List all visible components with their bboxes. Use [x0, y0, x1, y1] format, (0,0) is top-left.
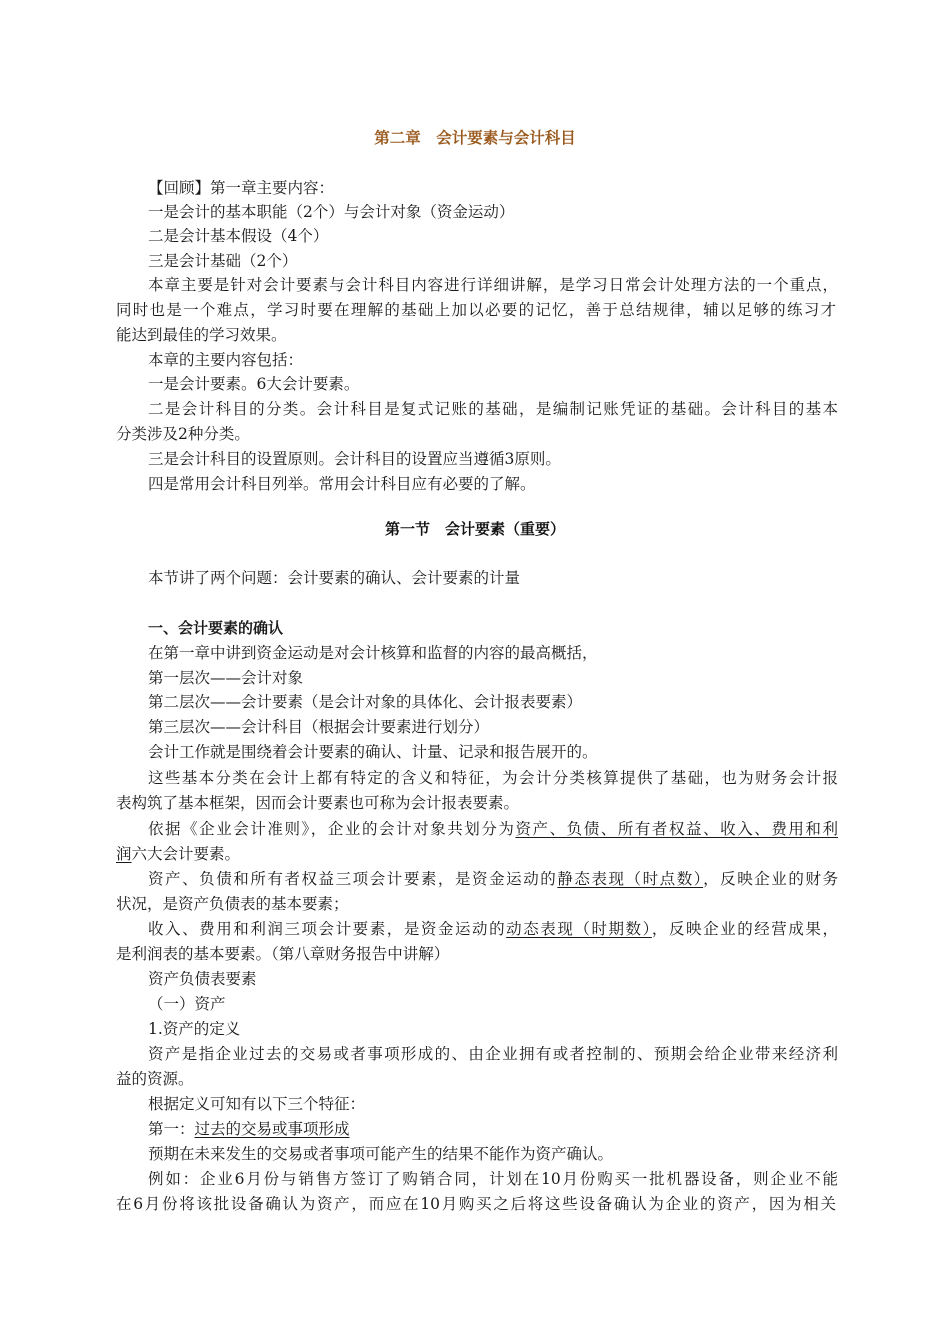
paragraph-line: 资产是指企业过去的交易或者事项形成的、由企业拥有或者控制的、预期会给企业带来经济利	[148, 1045, 838, 1063]
paragraph-line	[148, 917, 838, 941]
paragraph-line: 状况，是资产负债表的基本要素；	[116, 895, 349, 913]
paragraph-line: 二是会计科目的分类。会计科目是复式记账的基础，是编制记账凭证的基础。会计科目的基本	[148, 400, 838, 418]
paragraph-line: 一是会计要素。6大会计要素。	[148, 375, 360, 393]
paragraph-line: 会计工作就是围绕着会计要素的确认、计量、记录和报告展开的。	[148, 743, 598, 761]
paragraph-line: 在6月份将该批设备确认为资产，而应在10月购买之后将这些设备确认为企业的资产，因为相关	[116, 1195, 836, 1213]
paragraph-line: 例如：企业6月份与销售方签订了购销合同，计划在10月份购买一批机器设备，则企业不能	[148, 1170, 838, 1188]
underlined-text: 润	[116, 845, 132, 863]
text-run: 六大会计要素。	[131, 845, 241, 863]
underlined-text: 静态表现（时点数）	[557, 870, 704, 888]
sub-heading: 一、会计要素的确认	[148, 619, 284, 637]
paragraph-line: 资产负债表要素	[148, 970, 257, 988]
paragraph-line: 根据定义可知有以下三个特征：	[148, 1095, 366, 1113]
review-heading: 【回顾】第一章主要内容：	[148, 179, 335, 197]
paragraph-line: 这些基本分类在会计上都有特定的含义和特征，为会计分类核算提供了基础，也为财务会计报	[148, 769, 838, 787]
paragraph-line: 能达到最佳的学习效果。	[116, 326, 287, 344]
paragraph-line: 在第一章中讲到资金运动是对会计核算和监督的内容的最高概括，	[148, 644, 598, 662]
paragraph-line: 同时也是一个难点，学习时要在理解的基础上加以必要的记忆，善于总结规律，辅以足够的练习才	[116, 301, 836, 319]
text-run: 资产、负债和所有者权益三项会计要素，是资金运动的	[148, 870, 558, 888]
paragraph-line: 表构筑了基本框架，因而会计要素也可称为会计报表要素。	[116, 794, 520, 812]
paragraph-line: 益的资源。	[116, 1070, 194, 1088]
text-run: 第一：	[148, 1120, 195, 1138]
paragraph-line: 1.资产的定义	[148, 1020, 241, 1038]
chapter-title: 第二章 会计要素与会计科目	[374, 129, 576, 147]
underlined-text: 过去的交易或事项形成	[194, 1120, 350, 1138]
text-run: 依据《企业会计准则》，企业的会计对象共划分为	[148, 820, 516, 838]
paragraph-line: 四是常用会计科目列举。常用会计科目应有必要的了解。	[148, 475, 536, 493]
paragraph-line: 预期在未来发生的交易或者事项可能产生的结果不能作为资产确认。	[148, 1145, 614, 1163]
paragraph-line: 分类涉及2种分类。	[116, 425, 250, 443]
text-run: ，反映企业的经营成果，	[651, 920, 838, 938]
paragraph-line: 是利润表的基本要素。（第八章财务报告中讲解）	[116, 945, 450, 963]
section-summary: 本节讲了两个问题：会计要素的确认、会计要素的计量	[148, 569, 521, 587]
underlined-text: 资产、负债、所有者权益、收入、费用和利	[515, 820, 838, 838]
section-title: 第一节 会计要素（重要）	[384, 520, 565, 538]
paragraph-line	[148, 867, 838, 891]
paragraph-line: 三是会计科目的设置原则。会计科目的设置应当遵循3原则。	[148, 450, 561, 468]
text-run: 收入、费用和利润三项会计要素，是资金运动的	[148, 920, 507, 938]
paragraph-line: 第三层次——会计科目（根据会计要素进行划分）	[148, 718, 490, 736]
underlined-text: 动态表现（时期数）	[506, 920, 652, 938]
review-item: 二是会计基本假设（4个）	[148, 227, 329, 245]
review-item: 一是会计的基本职能（2个）与会计对象（资金运动）	[148, 203, 515, 221]
paragraph-line: 第二层次——会计要素（是会计对象的具体化、会计报表要素）	[148, 693, 583, 711]
paragraph-line: （一）资产	[148, 995, 226, 1013]
paragraph-line: 本章主要是针对会计要素与会计科目内容进行详细讲解，是学习日常会计处理方法的一个重点，	[148, 276, 838, 294]
paragraph-line: 本章的主要内容包括：	[148, 351, 304, 369]
paragraph-line	[116, 842, 836, 866]
paragraph-line	[148, 1117, 838, 1141]
paragraph-line: 第一层次——会计对象	[148, 669, 304, 687]
review-item: 三是会计基础（2个）	[148, 252, 298, 270]
paragraph-line	[148, 817, 838, 841]
text-run: ，反映企业的财务	[703, 870, 838, 888]
